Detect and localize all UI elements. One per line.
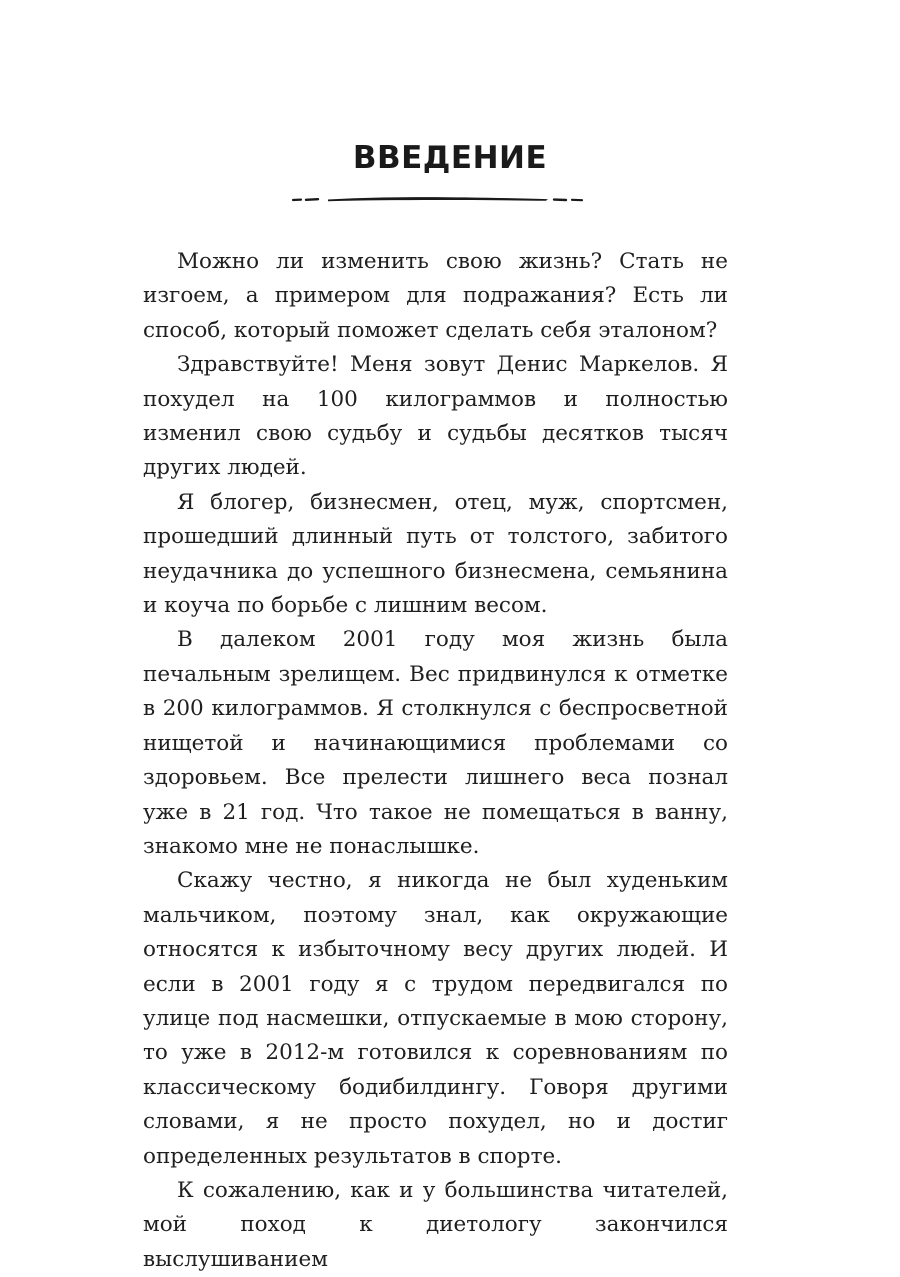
divider-dash-left-2 xyxy=(306,199,318,200)
paragraph-6: К сожалению, как и у большинства читателей, мой поход к диетологу закончился выслушиванием xyxy=(143,1174,728,1277)
paragraph-5: Скажу честно, я никогда не был худеньким мальчиком, поэтому знал, как окружающие относятся к избыточному весу других людей. И если в 2001 году я с трудом передвигался по улице под насмешки, отпускаемые в мою сторону, то уже в 2012-м готовился к соревнованиям по классическому бодибилдингу. Говоря другими словами, я не просто похудел, но и достиг определенных результатов в спорте. xyxy=(143,864,728,1174)
paragraph-4: В далеком 2001 году моя жизнь была печальным зрелищем. Вес придвинулся к отметке в 200 килограммов. Я столкнулся с беспросветной нищетой и начинающимися проблемами со здоровьем. Все прелести лишнего веса познал уже в 21 год. Что такое не помещаться в ванну, знакомо мне не понаслышке. xyxy=(143,623,728,864)
divider-main-stroke xyxy=(328,197,548,201)
paragraph-1: Можно ли изменить свою жизнь? Стать не изгоем, а примером для подражания? Есть ли способ, который поможет сделать себя эталоном? xyxy=(143,245,728,348)
chapter-title: ВВЕДЕНИЕ xyxy=(0,140,900,176)
title-divider-ornament xyxy=(290,188,610,212)
paragraph-3: Я блогер, бизнесмен, отец, муж, спортсмен, прошедший длинный путь от толстого, забитого неудачника до успешного бизнесмена, семьянина и коуча по борьбе с лишним весом. xyxy=(143,486,728,624)
paragraph-2: Здравствуйте! Меня зовут Денис Маркелов. Я похудел на 100 килограммов и полностью изменил свою судьбу и судьбы десятков тысяч других людей. xyxy=(143,348,728,486)
body-text xyxy=(143,245,728,1277)
